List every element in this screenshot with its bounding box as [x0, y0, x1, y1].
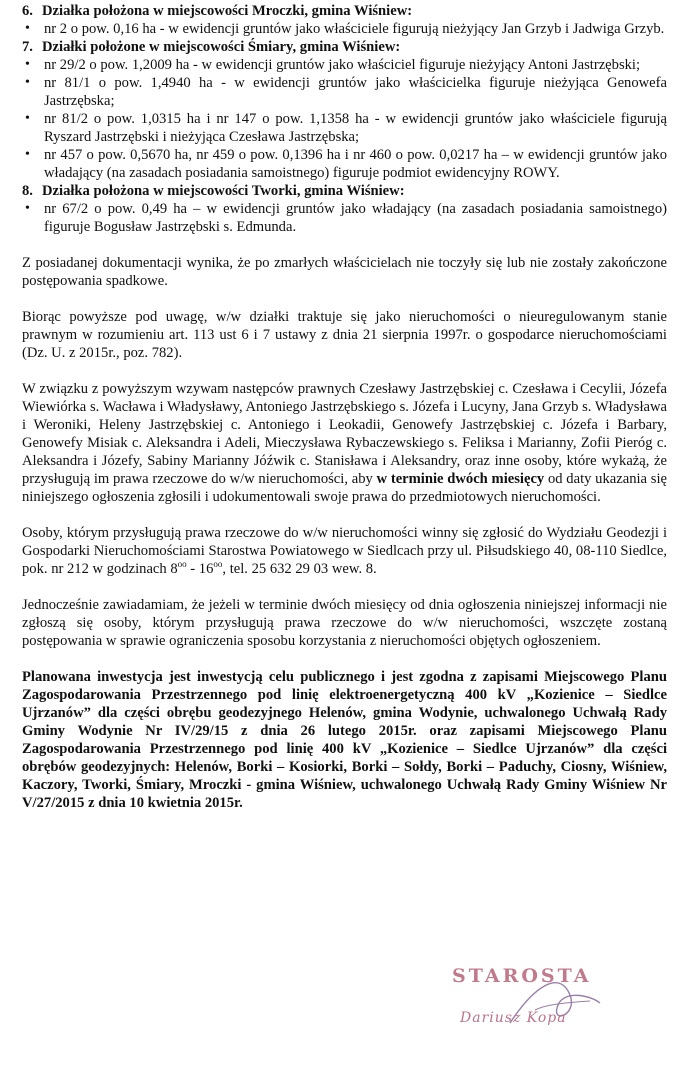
paragraph-inheritance: Z posiadanej dokumentacji wynika, że po zmarłych właścicielach nie toczyły się lub nie zostały zakończone postępowania spadkowe.: [22, 255, 667, 289]
section-number: 8.: [22, 183, 33, 199]
section-heading: [22, 38, 667, 56]
summons-deadline: w terminie dwóch miesięcy: [376, 471, 545, 487]
paragraph-office-info: [22, 524, 667, 578]
section-title: Działka położona w miejscowości Tworki, gmina Wiśniew:: [42, 183, 405, 199]
section-8: [22, 182, 667, 236]
parcel-item: • nr 81/2 o pow. 1,0315 ha i nr 147 o pow. 1,1358 ha - w ewidencji gruntów jako właściciele figurują Ryszard Jastrzębski i nieżyjąca Czesława Jastrzębska;: [22, 110, 667, 146]
paragraph-notice: Jednocześnie zawiadamiam, że jeżeli w terminie dwóch miesięcy od dnia ogłoszenia niniejszej informacji nie zgłoszą się osoby, którym przysługują prawa rzeczowe do w/w nieruchomości, wszczęte zostaną postępowania w sprawie ograniczenia sposobu korzystania z nieruchomości objętych ogłoszeniem.: [22, 597, 667, 649]
stamp-name: Dariusz Kopa: [460, 1010, 567, 1026]
parcel-item: • nr 457 o pow. 0,5670 ha, nr 459 o pow. 0,1396 ha i nr 460 o pow. 0,0217 ha – w ewidencji gruntów jako władający (na zasadach posiadania samoistnego) figuruje podmiot ewidencyjny ROWY.: [22, 146, 667, 182]
official-stamp: [440, 965, 640, 1035]
office-address: Osoby, którym przysługują prawa rzeczowe do w/w nieruchomości winny się zgłosić do Wydziału Geodezji i Gospodarki Nieruchomościami Starostwa Powiatowego w Siedlcach przy ul. Piłsudskiego 40, 08-110 Siedlce, pok. nr 212 w godzinach 8: [22, 525, 667, 577]
summons-text-end: od daty ukazania się niniejszego ogłoszenia zgłosili i udokumentowali swoje prawa do przedmiotowych nieruchomości.: [22, 471, 667, 505]
document-page: [22, 2, 667, 812]
stamp-title: STAROSTA: [452, 965, 592, 987]
parcel-item: • nr 67/2 o pow. 0,49 ha – w ewidencji gruntów jako władający (na zasadach posiadania samoistnego) figuruje Bogusław Jastrzębski s. Edmunda.: [22, 200, 667, 236]
paragraph-summons: [22, 380, 667, 506]
section-number: 7.: [22, 39, 33, 55]
paragraph-legal-status: Biorąc powyższe pod uwagę, w/w działki traktuje się jako nieruchomości o nieuregulowanym stanie prawnym w rozumieniu art. 113 ust 6 i 7 ustawy z dnia 21 sierpnia 1997r. o gospodarce nieruchomościami (Dz. U. z 2015r., poz. 782).: [22, 309, 667, 361]
hour-superscript: oo: [213, 559, 223, 569]
section-number: 6.: [22, 3, 33, 19]
office-phone: , tel. 25 632 29 03 wew. 8.: [222, 561, 377, 577]
parcel-item: • nr 81/1 o pow. 1,4940 ha - w ewidencji gruntów jako właścicielka figuruje nieżyjąca Genowefa Jastrzębska;: [22, 74, 667, 110]
summons-text: W związku z powyższym wzywam następców prawnych Czesławy Jastrzębskiej c. Czesława i Cecylii, Józefa Wiewiórka s. Wacława i Władysławy, Antoniego Jastrzębskiego s. Józefa i Lucyny, Jana Grzyb s. Władysława i Weroniki, Heleny Jastrzębskiej c. Antoniego i Leokadii, Genowefy Jastrzębskiej c. Józefa i Barbary, Genowefy Misiak c. Aleksandra i Adeli, Mieczysława Rybaczewskiego s. Feliksa i Marianny, Zofii Pieróg c. Aleksandra i Józefy, Sabiny Marianny Jóźwik c. Stanisława i Aleksandry, oraz inne osoby, które wykażą, że przysługują im prawa rzeczowe do w/w nieruchomości, aby: [22, 381, 667, 487]
section-heading: [22, 182, 667, 200]
section-heading: [22, 2, 667, 20]
section-7: [22, 38, 667, 182]
section-6: [22, 2, 667, 38]
section-title: Działki położone w miejscowości Śmiary, gmina Wiśniew:: [42, 39, 401, 55]
parcel-item: • nr 2 o pow. 0,16 ha - w ewidencji gruntów jako właściciele figurują nieżyjący Jan Grzyb i Jadwiga Grzyb.: [22, 20, 667, 38]
parcel-item: • nr 29/2 o pow. 1,2009 ha - w ewidencji gruntów jako właściciel figuruje nieżyjący Antoni Jastrzębski;: [22, 56, 667, 74]
office-hours: - 16: [186, 561, 214, 577]
hour-superscript: oo: [177, 559, 187, 569]
paragraph-investment: Planowana inwestycja jest inwestycją celu publicznego i jest zgodna z zapisami Miejscowego Planu Zagospodarowania Przestrzennego pod linię elektroenergetyczną 400 kV „Kozienice – Siedlce Ujrzanów” dla części obrębu geodezyjnego Helenów, gmina Wodynie, uchwalonego Uchwałą Rady Gminy Wodynie Nr IV/29/15 z dnia 26 lutego 2015r. oraz zapisami Miejscowego Planu Zagospodarowania Przestrzennego pod linię 400 kV „Kozienice – Siedlce Ujrzanów” dla części obrębów geodezyjnych: Helenów, Borki – Kosiorki, Borki – Sołdy, Borki – Paduchy, Ciosny, Wiśniew, Kaczory, Tworki, Śmiary, Mroczki - gmina Wiśniew, uchwalonego Uchwałą Rady Gminy Wiśniew Nr V/27/2015 z dnia 10 kwietnia 2015r.: [22, 669, 667, 811]
section-title: Działka położona w miejscowości Mroczki, gmina Wiśniew:: [42, 3, 413, 19]
